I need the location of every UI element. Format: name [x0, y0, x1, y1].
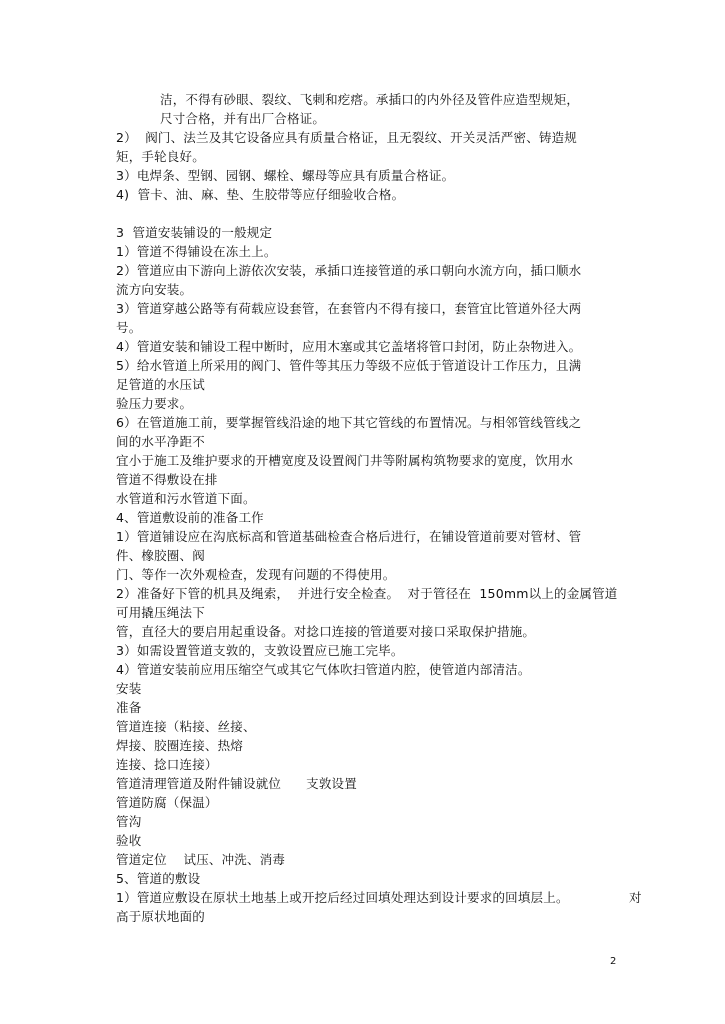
text-line: 1）管道不得铺设在冻土上。 — [116, 244, 277, 259]
text-line: 1）管道应敷设在原状土地基上或开挖后经过回填处理达到设计要求的回填层上。 — [116, 890, 569, 905]
text-line: 号。 — [116, 320, 142, 335]
text-line: 间的水平净距不 — [116, 434, 205, 449]
text-line: 足管道的水压试 — [116, 377, 205, 392]
text-line: 4）管道安装前应用压缩空气或其它气体吹扫管道内腔，使管道内部清洁。 — [116, 662, 531, 677]
flow-step: 安装 — [116, 681, 142, 696]
flow-step: 连接、捻口连接） — [116, 757, 218, 772]
text-line: 尺寸合格，并有出厂合格证。 — [160, 111, 326, 126]
text-line: 验压力要求。 — [116, 396, 193, 411]
text-line: 对 — [629, 890, 642, 905]
flow-step: 管道定位 试压、冲洗、消毒 — [116, 852, 286, 867]
text-line: 高于原状地面的 — [116, 909, 205, 924]
text-line: 流方向安装。 — [116, 282, 193, 297]
text-line: 件、橡胶圈、阀 — [116, 548, 205, 563]
text-line: 2）准备好下管的机具及绳索， 并进行安全检查。 对于管径在 150mm以上的金属管道 — [116, 586, 618, 601]
text-line: 2）管道应由下游向上游依次安装，承插口连接管道的承口朝向水流方向，插口顺水 — [116, 263, 582, 278]
flow-step: 验收 — [116, 833, 142, 848]
text-line: 水管道和污水管道下面。 — [116, 491, 256, 506]
text-line: 管道不得敷设在排 — [116, 472, 218, 487]
text-line: 1）管道铺设应在沟底标高和管道基础检查合格后进行，在铺设管道前要对管材、管 — [116, 529, 582, 544]
flow-step: 管道防腐（保温） — [116, 795, 218, 810]
text-line: 6）在管道施工前，要掌握管线沿途的地下其它管线的布置情况。与相邻管线管线之 — [116, 415, 582, 430]
text-line: 5）给水管道上所采用的阀门、管件等其压力等级不应低于管道设计工作压力，且满 — [116, 358, 582, 373]
flow-step: 准备 — [116, 700, 142, 715]
text-line: 管，直径大的要启用起重设备。对捻口连接的管道要对接口采取保护措施。 — [116, 624, 536, 639]
page-number: 2 — [610, 956, 617, 967]
flow-step: 管沟 — [116, 814, 142, 829]
flow-step: 管道清理管道及附件铺设就位 支敦设置 — [116, 776, 357, 791]
flow-step: 焊接、胶圈连接、热熔 — [116, 738, 244, 753]
text-line: 门、等作一次外观检查，发现有问题的不得使用。 — [116, 567, 396, 582]
text-line: 3）如需设置管道支敦的，支敦设置应已施工完毕。 — [116, 643, 404, 658]
text-line: 宜小于施工及维护要求的开槽宽度及设置阀门井等附属构筑物要求的宽度，饮用水 — [116, 453, 574, 468]
text-line: 3）管道穿越公路等有荷载应设套管，在套管内不得有接口，套管宜比管道外径大两 — [116, 301, 582, 316]
text-line: 4) 管卡、油、麻、垫、生胶带等应仔细验收合格。 — [116, 187, 405, 202]
text-line: 3）电焊条、型钢、园钢、螺栓、螺母等应具有质量合格证。 — [116, 168, 455, 183]
text-line: 可用撬压绳法下 — [116, 605, 205, 620]
section-heading: 4、管道敷设前的准备工作 — [116, 510, 264, 525]
section-heading: 5、管道的敷设 — [116, 871, 201, 886]
flow-step: 管道连接（粘接、丝接、 — [116, 719, 256, 734]
text-line: 2） 阀门、法兰及其它设备应具有质量合格证，且无裂纹、开关灵活严密、铸造规 — [116, 130, 578, 145]
text-line: 4）管道安装和铺设工程中断时，应用木塞或其它盖堵将管口封闭，防止杂物进入。 — [116, 339, 582, 354]
section-heading: 3 管道安装铺设的一般规定 — [116, 225, 273, 240]
text-line: 矩，手轮良好。 — [116, 149, 205, 164]
text-line: 洁，不得有砂眼、裂纹、飞刺和疙瘩。承插口的内外径及管件应造型规矩， — [160, 92, 580, 107]
